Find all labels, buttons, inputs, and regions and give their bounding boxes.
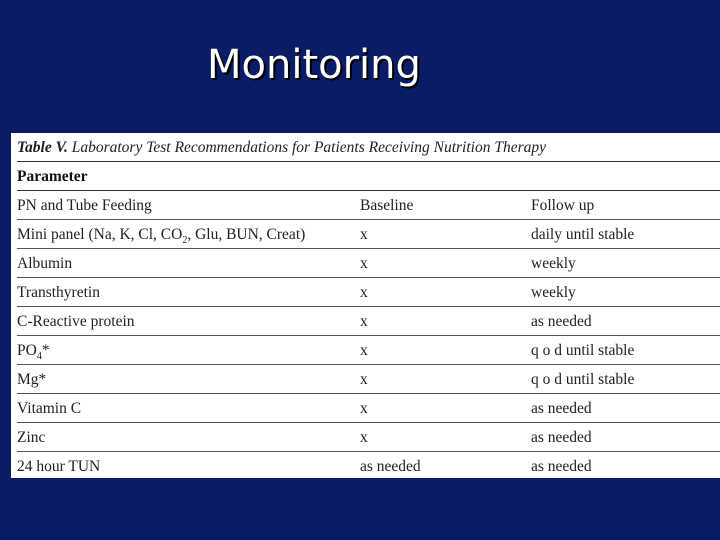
parameter-subscript: 2 xyxy=(182,235,188,247)
table-row xyxy=(17,423,720,452)
table-row xyxy=(17,307,720,336)
followup-cell: as needed xyxy=(531,458,592,475)
lab-test-table xyxy=(11,133,720,478)
parameter-cell xyxy=(17,249,72,278)
baseline-cell: x xyxy=(360,226,368,243)
table-row xyxy=(17,278,720,307)
parameter-name: Transthyretin xyxy=(17,284,100,301)
parameter-name: Vitamin C xyxy=(17,400,82,417)
table-row xyxy=(17,336,720,365)
slide-title: Monitoring xyxy=(207,42,421,88)
baseline-cell: x xyxy=(360,429,368,446)
parameter-suffix: * xyxy=(41,342,50,359)
column-header-row xyxy=(17,191,720,220)
parameter-header: Parameter xyxy=(17,162,720,191)
followup-cell: weekly xyxy=(531,284,576,301)
parameter-suffix: , Glu, BUN, Creat) xyxy=(187,226,306,243)
followup-cell: daily until stable xyxy=(531,226,635,243)
parameter-cell xyxy=(17,220,305,249)
baseline-cell: x xyxy=(360,371,368,388)
parameter-name: Mg* xyxy=(17,371,47,388)
parameter-cell xyxy=(17,423,45,452)
followup-cell: as needed xyxy=(531,429,592,446)
followup-cell: as needed xyxy=(531,400,592,417)
column-header-baseline: Baseline xyxy=(360,197,414,214)
parameter-cell xyxy=(17,452,100,478)
table-row xyxy=(17,452,720,478)
parameter-cell xyxy=(17,365,46,394)
parameter-name: Albumin xyxy=(17,255,73,272)
baseline-cell: x xyxy=(360,342,368,359)
parameter-cell xyxy=(17,336,50,365)
baseline-cell: x xyxy=(360,313,368,330)
parameter-cell xyxy=(17,278,100,307)
parameter-name: 24 hour TUN xyxy=(17,458,101,475)
followup-cell: q o d until stable xyxy=(531,342,635,359)
baseline-cell: x xyxy=(360,255,368,272)
parameter-cell xyxy=(17,307,135,336)
parameter-name: Zinc xyxy=(17,429,46,446)
table-row xyxy=(17,365,720,394)
followup-cell: as needed xyxy=(531,313,592,330)
table-caption-text: Laboratory Test Recommendations for Patients Receiving Nutrition Therapy xyxy=(71,139,546,156)
column-header-feeding: PN and Tube Feeding xyxy=(17,197,152,214)
table-row xyxy=(17,394,720,423)
table-row xyxy=(17,249,720,278)
baseline-cell: as needed xyxy=(360,458,421,475)
table-caption xyxy=(17,133,720,162)
column-header-followup: Follow up xyxy=(531,197,595,214)
table-body xyxy=(17,220,720,478)
followup-cell: q o d until stable xyxy=(531,371,635,388)
followup-cell: weekly xyxy=(531,255,576,272)
baseline-cell: x xyxy=(360,284,368,301)
table-caption-label: Table V. xyxy=(17,139,68,156)
parameter-name: C-Reactive protein xyxy=(17,313,135,330)
parameter-subscript: 4 xyxy=(36,351,42,363)
parameter-name: Mini panel (Na, K, Cl, CO xyxy=(17,226,183,243)
parameter-cell xyxy=(17,394,81,423)
parameter-name: PO xyxy=(17,342,37,359)
table-row xyxy=(17,220,720,249)
baseline-cell: x xyxy=(360,400,368,417)
